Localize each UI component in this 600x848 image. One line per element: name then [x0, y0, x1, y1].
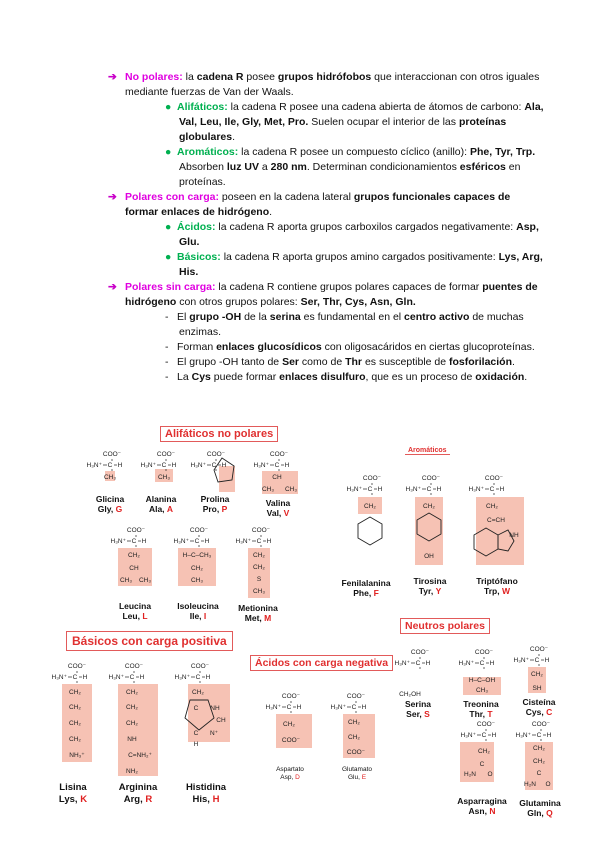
backbone-met: H	[266, 538, 272, 545]
svg-text:CH₂: CH₂	[126, 689, 138, 696]
backbone-tyr: COO⁻	[421, 475, 441, 482]
backbone-arg: H	[139, 674, 145, 681]
svg-text:S: S	[256, 576, 262, 583]
svg-text:CH₂: CH₂	[531, 671, 543, 678]
backbone-ile: COO⁻	[189, 527, 209, 534]
aa-label-lys: Lisina Lys, K	[58, 782, 88, 805]
svg-text:CH₃: CH₃	[138, 577, 152, 584]
svg-text:CH₂: CH₂	[69, 720, 81, 727]
svg-text:CH₂OH: CH₂OH	[399, 691, 421, 698]
backbone-ala: H₃N⁺	[140, 462, 156, 469]
backbone-leu: C	[131, 538, 137, 545]
svg-text:NH: NH	[210, 705, 220, 712]
section-title-neutros: Neutros polares	[400, 618, 490, 634]
svg-text:C: C	[193, 730, 199, 737]
bullet-icon: ●	[165, 221, 172, 233]
dash-icon: -	[165, 311, 169, 323]
aa-label-val: Valina Val, V	[265, 498, 291, 518]
backbone-glu: H	[361, 704, 367, 711]
backbone-gly: C	[107, 462, 113, 469]
backbone-ser: H₃N⁺	[394, 660, 410, 667]
aa-label-asp: Aspartato Asp, D	[276, 766, 304, 781]
aa-label-leu: Leucina Leu, L	[118, 601, 152, 621]
bullet-icon: ●	[165, 101, 172, 113]
svg-text:H₂N: H₂N	[524, 781, 536, 788]
bullet-icon: ●	[165, 251, 172, 263]
svg-text:CH₂: CH₂	[253, 552, 265, 559]
backbone-gln: C	[536, 732, 542, 739]
backbone-ile: H₃N⁺	[173, 538, 189, 545]
aa-label-phe: Fenilalanina Phe, F	[341, 578, 391, 598]
backbone-trp: COO⁻	[484, 475, 504, 482]
backbone-lys: COO⁻	[67, 663, 87, 670]
arrow-icon: ➔	[108, 281, 117, 293]
aa-label-gly: Glicina Gly, G	[95, 494, 125, 514]
backbone-thr: H	[489, 660, 495, 667]
svg-text:CH: CH	[216, 717, 226, 724]
backbone-val: H₃N⁺	[253, 462, 269, 469]
section-title-aromaticos: Aromáticos	[405, 447, 450, 455]
backbone-met: H₃N⁺	[235, 538, 251, 545]
backbone-gly: H₃N⁺	[86, 462, 102, 469]
backbone-tyr: H₃N⁺	[405, 486, 421, 493]
svg-text:O: O	[545, 781, 551, 788]
backbone-asp: C	[286, 704, 292, 711]
backbone-trp: H	[499, 486, 505, 493]
backbone-ala: H	[171, 462, 177, 469]
svg-text:COO⁻: COO⁻	[281, 737, 301, 744]
backbone-asn: H₃N⁺	[460, 732, 476, 739]
backbone-met: COO⁻	[251, 527, 271, 534]
svg-text:CH₂: CH₂	[283, 721, 295, 728]
svg-text:CH₂: CH₂	[192, 689, 204, 696]
backbone-phe: H₃N⁺	[346, 486, 362, 493]
aa-label-pro: Prolina Pro, P	[200, 494, 230, 514]
backbone-his: C	[195, 674, 201, 681]
aa-label-trp: Triptófano Trp, W	[476, 576, 518, 596]
aa-label-ala: Alanina Ala, A	[145, 494, 177, 514]
arrow-icon: ➔	[108, 191, 117, 203]
svg-text:C: C	[536, 770, 542, 777]
svg-text:CH₂: CH₂	[128, 552, 140, 559]
svg-text:OH: OH	[424, 553, 434, 560]
svg-text:SH: SH	[532, 685, 542, 692]
aa-label-arg: Arginina Arg, R	[118, 782, 158, 805]
bullet-icon: ●	[165, 146, 172, 158]
svg-text:CH₂: CH₂	[533, 745, 545, 752]
svg-text:NH: NH	[509, 532, 519, 539]
backbone-pro: H	[221, 462, 227, 469]
backbone-gln: H	[546, 732, 552, 739]
backbone-arg: C	[129, 674, 135, 681]
dash-item-3: - El grupo -OH tanto de Ser como de Thr es susceptible de fosforilación.	[165, 356, 515, 368]
backbone-asn: COO⁻	[476, 721, 496, 728]
dash-item-1: - El grupo -OH de la serina es fundamental en el centro activo de muchas enzimas.	[165, 311, 524, 338]
backbone-thr: COO⁻	[474, 649, 494, 656]
backbone-his: H₃N⁺	[174, 674, 190, 681]
svg-text:CH₃: CH₃	[475, 687, 489, 694]
backbone-leu: H₃N⁺	[110, 538, 126, 545]
backbone-cys: COO⁻	[529, 646, 549, 653]
svg-text:H–C–OH: H–C–OH	[468, 677, 496, 684]
aa-label-glu: Glutamato Glu, E	[342, 766, 372, 781]
section-title-acidos: Ácidos con carga negativa	[250, 655, 393, 671]
polares-sin-paragraph: ➔ Polares sin carga: la cadena R contiene grupos polares capaces de formar puentes de hidrógeno con otros grupos polares: Ser, Thr, Cys, Asn, Gln.	[108, 281, 538, 308]
aa-label-met: Metionina Met, M	[238, 603, 278, 623]
backbone-leu: COO⁻	[126, 527, 146, 534]
backbone-glu: COO⁻	[346, 693, 366, 700]
aromaticos-paragraph: ● Aromáticos: la cadena R posee un compuesto cíclico (anillo): Phe, Tyr, Trp. Absorben luz UV a 280 nm. Determinan condicionamientos esféricos en proteínas.	[165, 146, 536, 188]
aa-label-ser: Serina Ser, S	[405, 699, 431, 719]
svg-text:CH₂: CH₂	[69, 736, 81, 743]
arrow-icon: ➔	[108, 71, 117, 83]
aa-label-cys: Cisteína Cys, C	[522, 697, 556, 717]
svg-text:H₂N: H₂N	[464, 771, 476, 778]
alifaticos-paragraph: ● Alifáticos: la cadena R posee una cadena abierta de átomos de carbono: Ala, Val, Leu, Ile, Gly, Met, Pro. Suelen ocupar el interior de las proteínas globulares.	[165, 101, 544, 143]
aa-label-thr: Treonina Thr, T	[463, 699, 499, 719]
backbone-lys: H	[82, 674, 88, 681]
backbone-thr: H₃N⁺	[458, 660, 474, 667]
backbone-ser: COO⁻	[410, 649, 430, 656]
backbone-ser: C	[415, 660, 421, 667]
svg-text:O: O	[487, 771, 493, 778]
svg-text:C: C	[479, 761, 485, 768]
svg-text:CH₂: CH₂	[126, 720, 138, 727]
backbone-val: H	[284, 462, 290, 469]
svg-text:CH₂: CH₂	[348, 719, 360, 726]
svg-text:N⁺: N⁺	[209, 730, 219, 737]
backbone-gln: COO⁻	[531, 721, 551, 728]
backbone-ala: C	[161, 462, 167, 469]
backbone-his: H	[205, 674, 211, 681]
svg-text:H–C–CH₃: H–C–CH₃	[182, 552, 212, 559]
backbone-leu: H	[141, 538, 147, 545]
dash-item-4: - La Cys puede formar enlaces disulfuro, que es un proceso de oxidación.	[165, 371, 528, 383]
backbone-phe: C	[367, 486, 373, 493]
svg-text:NH₂: NH₂	[126, 768, 138, 775]
backbone-gly: H	[117, 462, 123, 469]
backbone-ser: H	[425, 660, 431, 667]
svg-text:CH₃: CH₃	[284, 486, 298, 493]
backbone-cys: H₃N⁺	[513, 657, 529, 664]
dash-icon: -	[165, 356, 169, 368]
backbone-ile: C	[194, 538, 200, 545]
backbone-val: C	[274, 462, 280, 469]
svg-text:NH₃⁺: NH₃⁺	[69, 752, 85, 759]
backbone-pro: C	[211, 462, 217, 469]
svg-text:CH₃: CH₃	[252, 588, 266, 595]
backbone-asn: H	[491, 732, 497, 739]
svg-text:CH₂: CH₂	[348, 734, 360, 741]
section-title-basicos: Básicos con carga positiva	[66, 631, 233, 651]
backbone-phe: COO⁻	[362, 475, 382, 482]
backbone-gln: H₃N⁺	[515, 732, 531, 739]
no-polares-paragraph: ➔ No polares: la cadena R posee grupos hidrófobos que interaccionan con otros iguales mediante fuerzas de Van der Waals.	[108, 71, 540, 98]
svg-text:C: C	[193, 705, 199, 712]
backbone-gly: COO⁻	[102, 451, 122, 458]
dash-icon: -	[165, 341, 169, 353]
backbone-trp: C	[489, 486, 495, 493]
backbone-tyr: H	[436, 486, 442, 493]
svg-text:C=CH: C=CH	[487, 517, 505, 524]
svg-text:CH₂: CH₂	[423, 503, 435, 510]
benzene-ring-phe	[358, 517, 382, 545]
dash-icon: -	[165, 371, 169, 383]
svg-text:CH: CH	[272, 474, 282, 481]
polares-carga-paragraph: ➔ Polares con carga: poseen en la cadena lateral grupos funcionales capaces de formar enlaces de hidrógeno.	[108, 191, 511, 218]
svg-text:CH₂: CH₂	[253, 564, 265, 571]
backbone-asn: C	[481, 732, 487, 739]
svg-text:C=NH₂⁺: C=NH₂⁺	[128, 752, 152, 759]
svg-text:CH₂: CH₂	[69, 704, 81, 711]
dash-item-2: - Forman enlaces glucosídicos con oligosacáridos en ciertas glucoproteínas.	[165, 341, 535, 353]
backbone-glu: H₃N⁺	[330, 704, 346, 711]
svg-text:CH₂: CH₂	[486, 503, 498, 510]
aa-label-asn: Asparragina Asn, N	[457, 796, 507, 816]
backbone-his: COO⁻	[190, 663, 210, 670]
backbone-met: C	[256, 538, 262, 545]
svg-text:CH₂: CH₂	[191, 565, 203, 572]
backbone-ile: H	[204, 538, 210, 545]
backbone-arg: H₃N⁺	[108, 674, 124, 681]
backbone-phe: H	[377, 486, 383, 493]
svg-text:COO⁻: COO⁻	[346, 749, 366, 756]
backbone-pro: H₃N⁺	[190, 462, 206, 469]
backbone-arg: COO⁻	[124, 663, 144, 670]
svg-text:CH₃: CH₃	[157, 474, 171, 481]
backbone-cys: C	[534, 657, 540, 664]
svg-text:CH₂: CH₂	[533, 758, 545, 765]
backbone-lys: C	[72, 674, 78, 681]
svg-text:CH₃: CH₃	[190, 577, 204, 584]
aa-label-gln: Glutamina Gln, Q	[519, 798, 561, 818]
aa-label-tyr: Tirosina Tyr, Y	[413, 576, 447, 596]
svg-text:CH₂: CH₂	[364, 503, 376, 510]
backbone-tyr: C	[426, 486, 432, 493]
backbone-thr: C	[479, 660, 485, 667]
svg-text:CH₂: CH₂	[69, 689, 81, 696]
section-title-alifaticos: Alifáticos no polares	[160, 426, 278, 442]
svg-text:NH: NH	[127, 736, 137, 743]
acidos-paragraph: ● Ácidos: la cadena R aporta grupos carboxilos cargados negativamente: Asp, Glu.	[165, 221, 539, 248]
backbone-asp: H₃N⁺	[265, 704, 281, 711]
svg-text:CH₃: CH₃	[103, 474, 117, 481]
backbone-val: COO⁻	[269, 451, 289, 458]
svg-text:H: H	[193, 741, 199, 748]
svg-text:CH₃: CH₃	[119, 577, 133, 584]
svg-text:CH: CH	[129, 565, 139, 572]
backbone-asp: COO⁻	[281, 693, 301, 700]
svg-text:CH₃: CH₃	[261, 486, 275, 493]
backbone-pro: COO⁻	[206, 451, 226, 458]
svg-text:CH₂: CH₂	[126, 704, 138, 711]
backbone-lys: H₃N⁺	[51, 674, 67, 681]
backbone-glu: C	[351, 704, 357, 711]
backbone-cys: H	[544, 657, 550, 664]
aa-label-his: Histidina His, H	[185, 782, 227, 805]
backbone-asp: H	[296, 704, 302, 711]
svg-text:CH₂: CH₂	[478, 748, 490, 755]
backbone-ala: COO⁻	[156, 451, 176, 458]
aa-label-ile: Isoleucina Ile, I	[177, 601, 219, 621]
backbone-trp: H₃N⁺	[468, 486, 484, 493]
basicos-paragraph: ● Básicos: la cadena R aporta grupos amino cargados positivamente: Lys, Arg, His.	[165, 251, 543, 278]
